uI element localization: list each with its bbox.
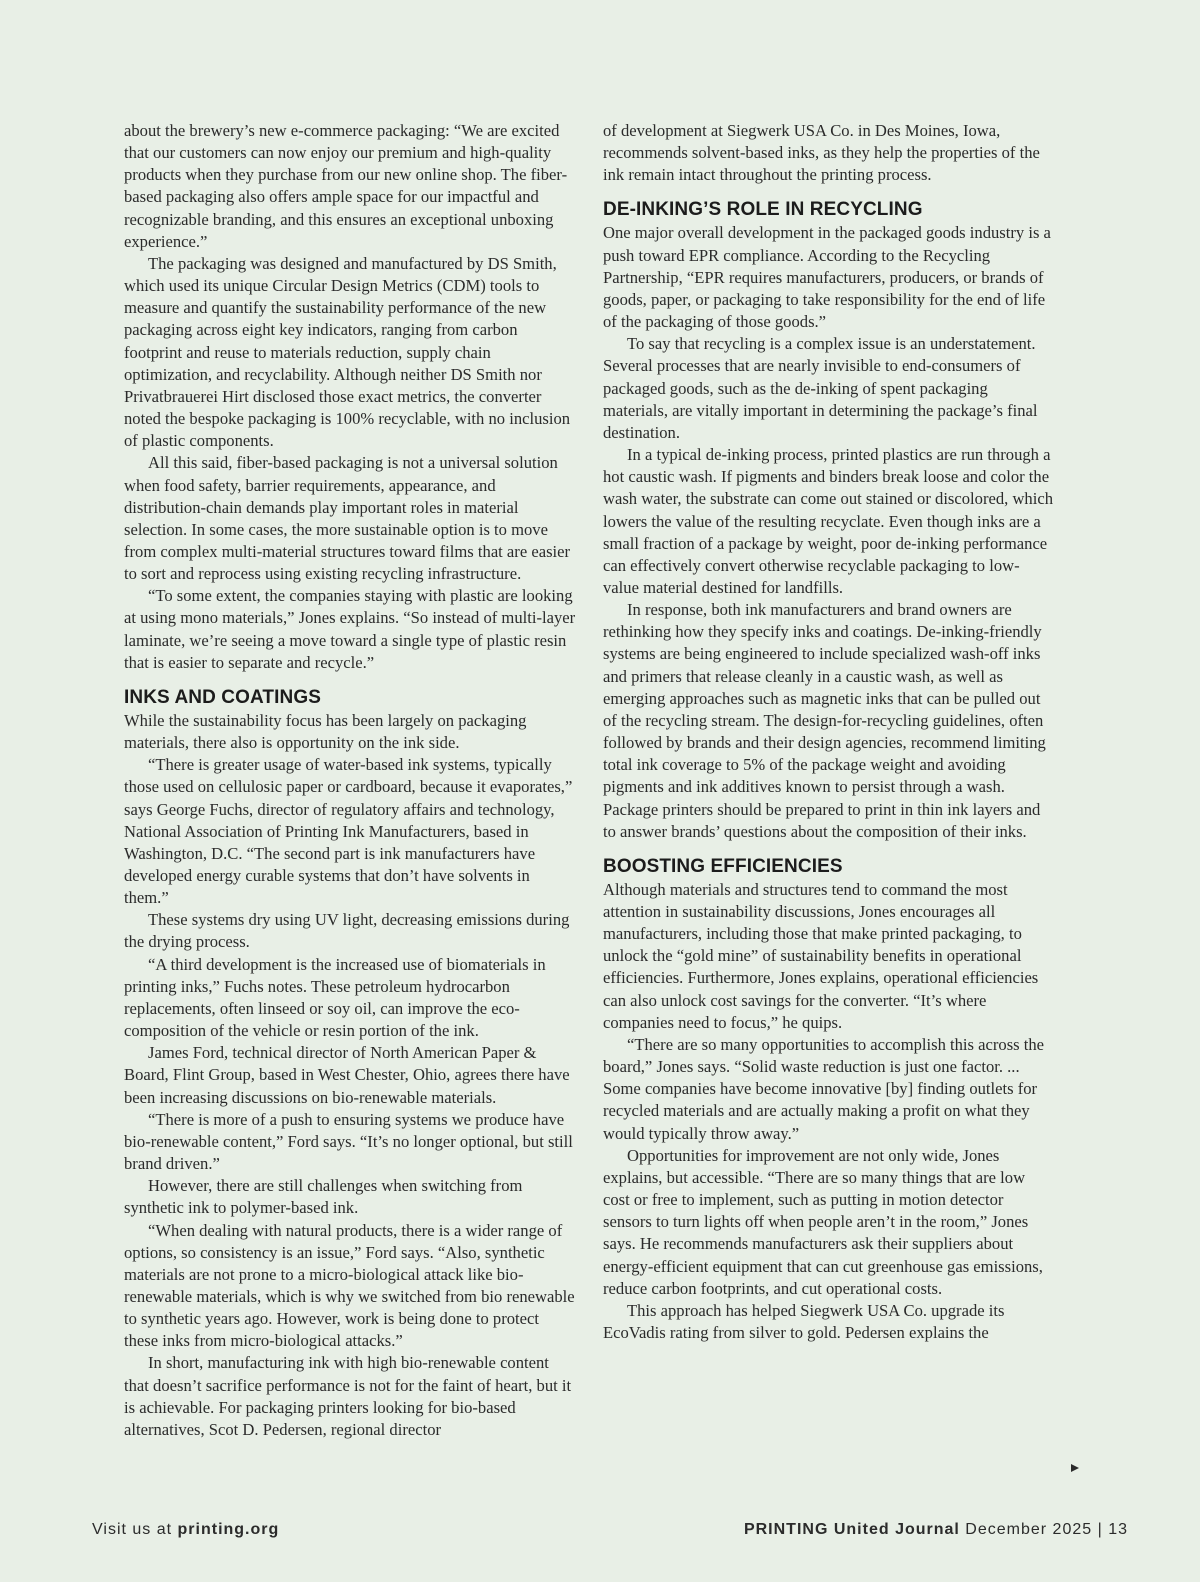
footer-separator: | — [1092, 1521, 1109, 1538]
paragraph-continued: of development at Siegwerk USA Co. in Des Moines, Iowa, recommends solvent-based inks, as they help the properties of the ink remain intact throughout the printing process. — [603, 121, 1040, 185]
footer-folio — [744, 1520, 1128, 1540]
section-heading-de-inking: DE-INKING’S ROLE IN RECYCLING — [603, 199, 923, 221]
section-heading-inks-and-coatings: INKS AND COATINGS — [124, 686, 321, 708]
paragraph-improvement: Opportunities for improvement are not only wide, Jones explains, but accessible. “There are so many things that are low cost or free to implement, such as putting in motion detector sensors to turn lights off when people aren’t in the room,” Jones says. He recommends manufacturers ask their suppliers about energy-efficient equipment that can cut greenhouse gas emissions, reduce carbon footprints, and cut operational costs. — [603, 1145, 1043, 1298]
paragraph-epr: One major overall development in the packaged goods industry is a push toward EPR compliance. According to the Recycling Partnership, “EPR requires manufacturers, producers, or brands of goods, paper, or packaging to take responsibility for the end of life of the packaging of those goods.” — [603, 223, 1051, 332]
intro-paragraph: about the brewery’s new e-commerce packaging: “We are excited that our customers can now enjoy our premium and high-quality products when they purchase from our new online shop. The fiber-based packaging also offers ample space for our impactful and recognizable branding, and this ensures an exceptional unboxing experience.” — [124, 121, 568, 251]
footer-journal-name: PRINTING United Journal — [743, 1521, 960, 1538]
paragraph-james-ford: James Ford, technical director of North American Paper & Board, Flint Group, based in West Chester, Ohio, agrees there have been increasing discussions on bio-renewable materials. — [124, 1043, 570, 1107]
paragraph-in-response: In response, both ink manufacturers and brand owners are rethinking how they specify inks and coatings. De-inking-friendly systems are being engineered to include specialized wash-off inks and primers that release cleanly in a caustic wash, as well as emerging approaches such as magnetic inks that can be pulled out of the recycling stream. The design-for-recycling guidelines, often followed by brands and their design agencies, recommend limiting total ink coverage to 5% of the package weight and avoiding pigments and ink additives known to persist through a wash. Package printers should be prepared to print in thin ink layers and to answer brands’ questions about the composition of their inks. — [603, 600, 1046, 841]
paragraph-mono-materials: “To some extent, the companies staying with plastic are looking at using mono materials,” Jones explains. “So instead of multi-layer laminate, we’re seeing a move toward a single type of plastic resin that is easier to separate and recycle.” — [124, 586, 576, 672]
paragraph-ds-smith: The packaging was designed and manufactured by DS Smith, which used its unique Circular Design Metrics (CDM) tools to measure and quantify the sustainability performance of the new packaging across eight key indicators, ranging from carbon footprint and reuse to materials reduction, supply chain optimization, and recyclability. Although neither DS Smith nor Privatbrauerei Hirt disclosed those exact metrics, the converter noted the bespoke packaging is 100% recyclable, with no inclusion of plastic components. — [124, 253, 571, 451]
paragraph-biomaterials: “A third development is the increased use of biomaterials in printing inks,” Fuchs notes. These petroleum hydrocarbon replacements, often linseed or soy oil, can improve the eco-composition of the vehicle or resin portion of the ink. — [124, 954, 546, 1041]
paragraph-complex-issue: To say that recycling is a complex issue is an understatement. Several processes that are nearly invisible to end-consumers of packaged goods, such as the de-inking of spent packaging materials, are vitally important in determining the package’s final destination. — [603, 334, 1038, 442]
paragraph-approach: This approach has helped Siegwerk USA Co. upgrade its EcoVadis rating from silver to gold. Pedersen explains the — [603, 1300, 1005, 1342]
right-column — [603, 120, 1055, 1344]
paragraph-water-based: “There is greater usage of water-based ink systems, typically those used on cellulosic paper or cardboard, because it evaporates,” says George Fuchs, director of regulatory affairs and technology, National Association of Printing Ink Manufacturers, based in Washington, D.C. “The second part is ink manufacturers have developed energy curable systems that don’t have solvents in them.” — [124, 755, 573, 908]
paragraph-in-short: In short, manufacturing ink with high bio-renewable content that doesn’t sacrifice performance is not for the faint of heart, but it is achievable. For packaging printers looking for bio-based alternatives, Scot D. Pedersen, regional director — [124, 1353, 572, 1439]
footer-website-link[interactable]: printing.org — [177, 1521, 280, 1538]
paragraph-bio-renewable-push: “There is more of a push to ensuring systems we produce have bio-renewable content,” Ford says. “It’s no longer optional, but still brand driven.” — [124, 1109, 573, 1174]
paragraph-materials-structures: Although materials and structures tend to command the most attention in sustainability discussions, Jones encourages all manufacturers, including those that make printed packaging, to unlock the “gold mine” of sustainability benefits in operational efficiencies. Furthermore, Jones explains, operational efficiencies can also unlock cost savings for the converter. “It’s where companies need to focus,” he quips. — [603, 879, 1039, 1032]
footer-visit-label: Visit us at — [92, 1521, 178, 1538]
paragraph-uv-light: These systems dry using UV light, decreasing emissions during the drying process. — [124, 910, 570, 952]
footer-page-number: 13 — [1108, 1521, 1128, 1538]
paragraph-inks-intro: While the sustainability focus has been largely on packaging materials, there also is opportunity on the ink side. — [124, 710, 527, 753]
section-heading-boosting-efficiencies: BOOSTING EFFICIENCIES — [603, 855, 843, 877]
paragraph-typical-de-inking: In a typical de-inking process, printed plastics are run through a hot caustic wash. If pigments and binders break loose and color the wash water, the substrate can come out stained or discolored, which lowers the value of the resulting recyclate. Even though inks are a small fraction of a package by weight, poor de-inking performance can effectively convert otherwise recyclable packaging to low-value material destined for landfills. — [603, 445, 1053, 597]
footer-issue-date: December 2025 — [959, 1521, 1093, 1538]
footer-website — [92, 1520, 279, 1540]
left-column — [124, 120, 576, 1441]
paragraph-opportunities: “There are so many opportunities to accomplish this across the board,” Jones says. “Solid waste reduction is just one factor. ... Some companies have become innovative [by] finding outlets for recycled materials and are actually making a profit on what they would typically throw away.” — [603, 1034, 1045, 1143]
paragraph-natural-products: “When dealing with natural products, there is a wider range of options, so consistency is an issue,” Ford says. “Also, synthetic materials are not prone to a micro-biological attack like bio-renewable materials, which is why we switched from bio renewable to synthetic years ago. However, work is being done to protect these inks from micro-biological attacks.” — [124, 1220, 575, 1351]
continue-arrow-icon — [1071, 1464, 1079, 1472]
paragraph-challenges: However, there are still challenges when switching from synthetic ink to polymer-based ink. — [124, 1176, 523, 1218]
paragraph-fiber-based: All this said, fiber-based packaging is not a universal solution when food safety, barrier requirements, appearance, and distribution-chain demands play important roles in material selection. In some cases, the more sustainable option is to move from complex multi-material structures toward films that are easier to sort and reprocess using existing recycling infrastructure. — [124, 453, 571, 584]
